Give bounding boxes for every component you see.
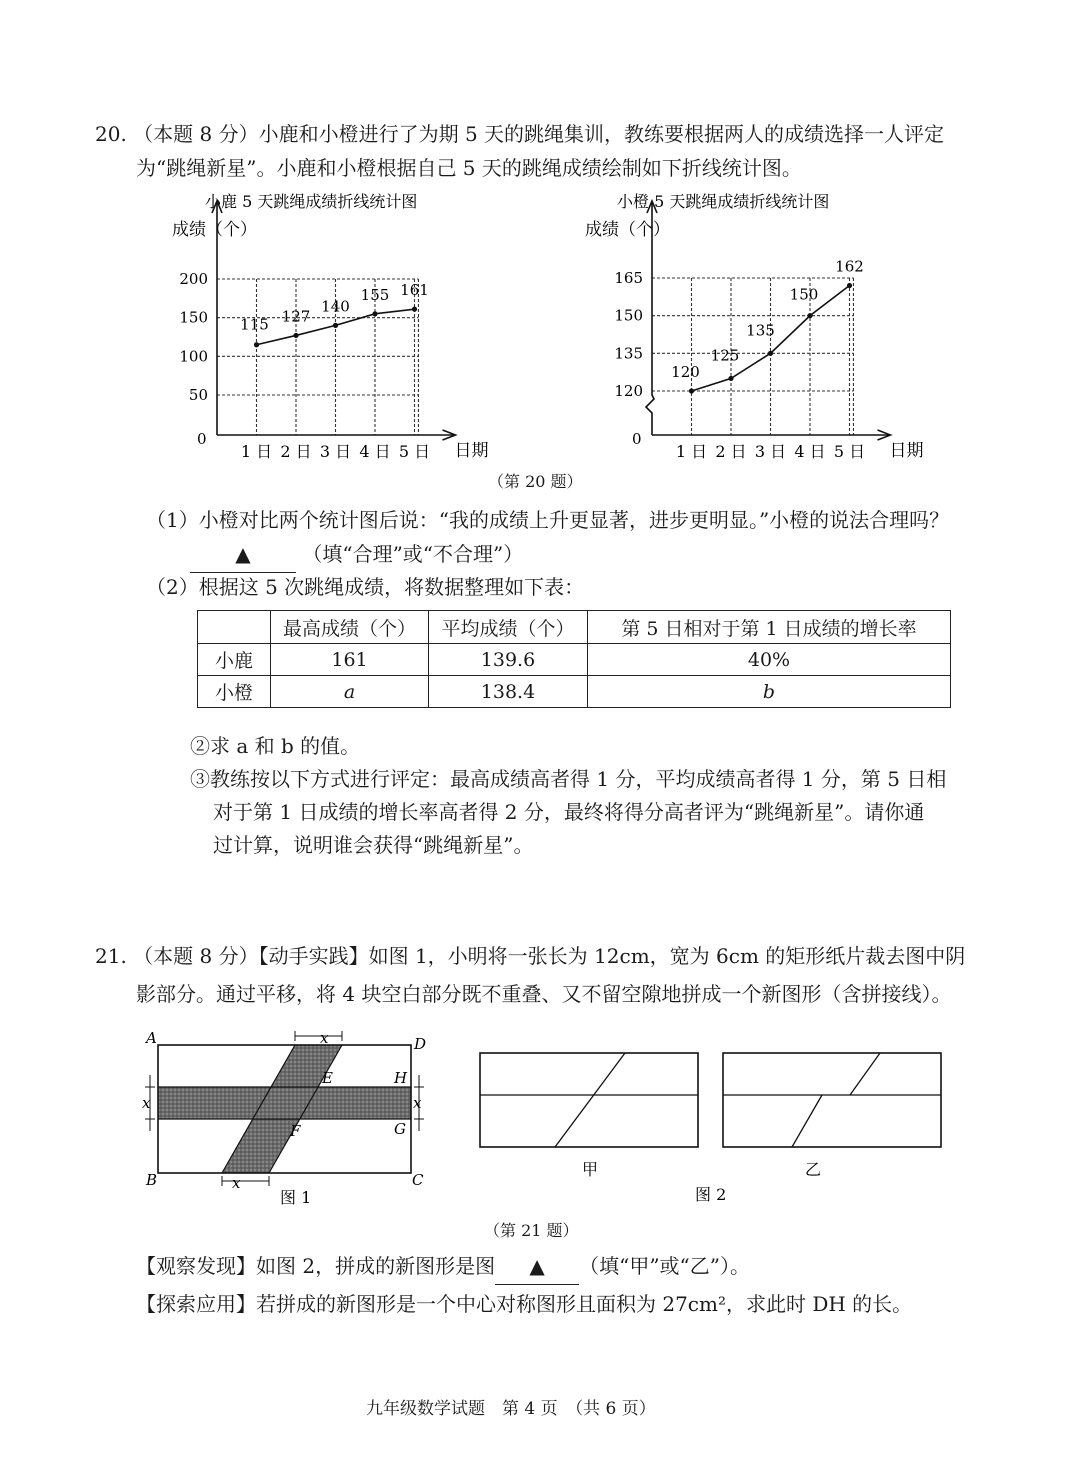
table-header-cell: 第 5 日相对于第 1 日成绩的增长率: [588, 611, 951, 644]
label-jia: 甲: [582, 1160, 599, 1179]
data-label: 115: [240, 315, 269, 334]
origin-label: 0: [632, 430, 642, 448]
q20-line2: 为“跳绳新星”。小鹿和小橙根据自己 5 天的跳绳成绩绘制如下折线统计图。: [136, 156, 802, 180]
chart-xiaolu-plot: [179, 201, 488, 461]
table-cell: a: [271, 676, 429, 708]
chart-xiaolu-title: 小鹿 5 天跳绳成绩折线统计图: [205, 192, 418, 211]
observe-prefix: 【观察发现】如图 2，拼成的新图形是图: [136, 1254, 496, 1278]
chart-xiaocheng-ylabel: 成绩（个）: [585, 220, 670, 240]
data-label: 120: [671, 363, 700, 381]
q20-caption: （第 20 题）: [488, 472, 583, 491]
q20-sub2: （2）根据这 5 次跳绳成绩，将数据整理如下表：: [146, 575, 585, 599]
figure-jia: [480, 1053, 698, 1147]
q20-sub2b-line2: 对于第 1 日成绩的增长率高者得 2 分，最终将得分高者评为“跳绳新星”。请你通: [213, 800, 925, 824]
figure-yi: [723, 1053, 941, 1147]
label-x-right: x: [413, 1094, 422, 1112]
data-label: 161: [400, 281, 429, 300]
y-tick-label: 165: [614, 269, 643, 287]
label-d: D: [414, 1035, 427, 1053]
table-row: [198, 644, 951, 676]
label-x-bottom: x: [232, 1174, 241, 1192]
x-tick-label: 1 日: [675, 442, 708, 461]
origin-label: 0: [197, 430, 207, 448]
x-tick-label: 5 日: [833, 442, 866, 461]
q20-sub1-hint: （填“合理”或“不合理”）: [302, 542, 524, 566]
data-point: [689, 388, 694, 393]
label-yi: 乙: [805, 1160, 822, 1179]
data-point: [293, 333, 298, 338]
table-cell: b: [588, 676, 951, 708]
data-label: 127: [281, 307, 311, 326]
q20-sub2a: ②求 a 和 b 的值。: [190, 734, 361, 758]
q21-line2: 影部分。通过平移，将 4 块空白部分既不重叠、又不留空隙地拼成一个新图形（含拼接线）。: [136, 982, 952, 1006]
x-tick-label: 4 日: [794, 442, 826, 461]
label-x-top: x: [320, 1029, 329, 1047]
table-cell: 161: [271, 644, 429, 676]
data-point: [333, 323, 338, 328]
y-tick-label: 100: [179, 347, 208, 366]
data-label: 162: [835, 257, 864, 276]
table-cell: 小鹿: [198, 644, 271, 676]
chart-xiaocheng-title: 小橙 5 天跳绳成绩折线统计图: [617, 192, 830, 211]
label-b: B: [146, 1171, 158, 1189]
figure-2: [470, 1045, 980, 1210]
data-point: [372, 311, 377, 316]
label-h: H: [394, 1069, 408, 1087]
chart-xiaolu-ylabel: 成绩（个）: [172, 220, 257, 240]
q20-line1: 20. （本题 8 分）小鹿和小橙进行了为期 5 天的跳绳集训，教练要根据两人的成绩选择一人评定: [95, 122, 945, 146]
page-footer: 九年级数学试题 第 4 页 （共 6 页）: [366, 1399, 656, 1419]
chart-xiaocheng: [585, 185, 925, 470]
y-tick-label: 150: [614, 306, 643, 325]
x-tick-label: 2 日: [715, 442, 747, 461]
data-point: [768, 351, 773, 356]
label-a: A: [146, 1029, 157, 1047]
label-e: E: [322, 1069, 333, 1087]
y-tick-label: 150: [179, 308, 208, 327]
x-tick-label: 3 日: [754, 442, 787, 461]
table-header-cell: 平均成绩（个）: [429, 611, 588, 644]
table-header-cell: [198, 611, 271, 644]
data-label: 155: [360, 285, 390, 304]
x-axis-label: 日期: [889, 441, 924, 461]
q20-sub1-answer: [190, 536, 523, 573]
table-cell: 小橙: [198, 676, 271, 708]
y-tick-label: 200: [179, 270, 208, 288]
x-tick-label: 5 日: [398, 442, 431, 461]
data-point: [412, 307, 417, 312]
answer-blank-1[interactable]: ▲: [190, 536, 296, 573]
table-cell: 138.4: [429, 676, 588, 708]
x-tick-label: 1 日: [240, 442, 273, 461]
figure-1: [130, 1025, 440, 1210]
table-header-cell: 最高成绩（个）: [271, 611, 429, 644]
chart-xiaolu: [150, 185, 490, 470]
figure-1-caption: 图 1: [280, 1188, 312, 1207]
data-point: [847, 283, 852, 288]
q20-sub2b-line3: 过计算，说明谁会获得“跳绳新星”。: [213, 833, 534, 857]
chart-xiaocheng-plot: [614, 201, 923, 461]
x-tick-label: 4 日: [359, 442, 391, 461]
table-row: [198, 676, 951, 708]
data-label: 125: [710, 346, 740, 365]
table-cell: 139.6: [429, 644, 588, 676]
table-header-row: [198, 611, 951, 644]
data-label: 150: [789, 285, 819, 304]
label-f: F: [290, 1122, 301, 1140]
answer-blank-2[interactable]: ▲: [495, 1248, 579, 1285]
q20-sub1: （1）小橙对比两个统计图后说：“我的成绩上升更显著，进步更明显。”小橙的说法合理吗？: [146, 508, 950, 532]
label-c: C: [412, 1171, 424, 1189]
q21-observe: [136, 1248, 750, 1285]
data-label: 135: [746, 321, 775, 340]
x-tick-label: 3 日: [319, 442, 352, 461]
figure-2-caption: 图 2: [695, 1185, 727, 1204]
observe-suffix: （填“甲”或“乙”）。: [579, 1254, 750, 1278]
q20-sub2b-line1: ③教练按以下方式进行评定：最高成绩高者得 1 分，平均成绩高者得 1 分，第 5 日相: [190, 767, 947, 791]
y-tick-label: 135: [614, 344, 643, 363]
y-tick-label: 50: [188, 386, 208, 404]
label-g: G: [394, 1120, 406, 1138]
score-table: [197, 610, 951, 708]
label-x-left: x: [142, 1094, 151, 1112]
y-tick-label: 120: [614, 382, 643, 400]
data-point: [254, 342, 259, 347]
q21-caption: （第 21 题）: [484, 1221, 579, 1240]
data-label: 140: [321, 297, 350, 316]
x-tick-label: 2 日: [280, 442, 312, 461]
x-axis-label: 日期: [454, 441, 489, 461]
q21-explore: 【探索应用】若拼成的新图形是一个中心对称图形且面积为 27cm²，求此时 DH 的长。: [136, 1292, 913, 1316]
q21-line1: 21. （本题 8 分）【动手实践】如图 1，小明将一张长为 12cm，宽为 6cm 的矩形纸片裁去图中阴: [95, 944, 966, 968]
data-point: [728, 376, 733, 381]
table-cell: 40%: [588, 644, 951, 676]
data-point: [807, 313, 812, 318]
